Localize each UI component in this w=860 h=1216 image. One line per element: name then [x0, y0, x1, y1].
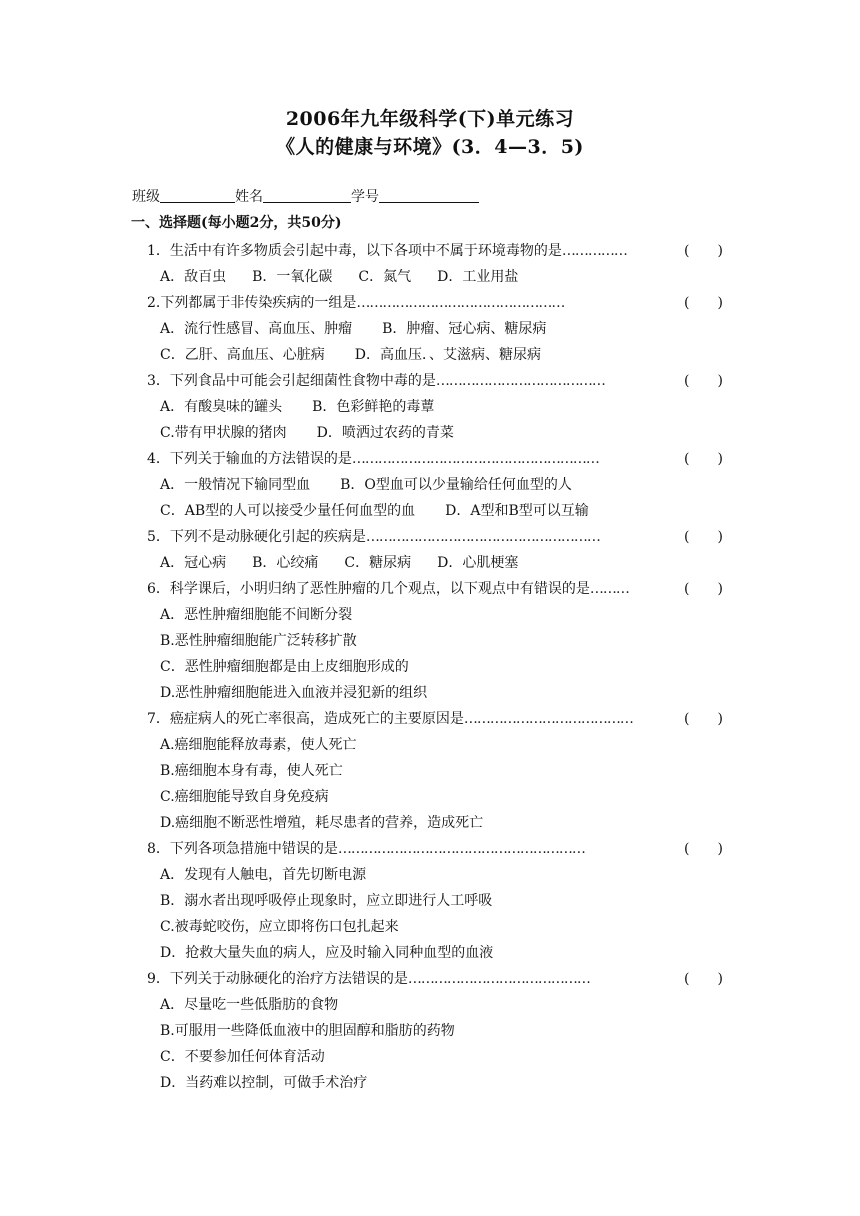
option-d[interactable]: D．A型和B型可以互输	[445, 503, 589, 519]
class-label: 班级	[132, 189, 160, 205]
option-a[interactable]: A.癌细胞能释放毒素，使人死亡	[160, 737, 357, 753]
option-d[interactable]: D．喷洒过农药的青菜	[316, 425, 454, 441]
question-5	[147, 526, 728, 548]
question-6	[147, 578, 728, 600]
option-line	[160, 630, 357, 652]
question-8	[147, 838, 728, 860]
question-4	[147, 448, 728, 470]
question-3	[147, 370, 728, 392]
answer-bracket[interactable]: ( )	[684, 581, 723, 597]
answer-bracket[interactable]: ( )	[684, 841, 723, 857]
answer-bracket[interactable]: ( )	[684, 295, 723, 311]
option-d[interactable]: D．心肌梗塞	[437, 555, 519, 571]
id-label: 学号	[351, 189, 379, 205]
answer-bracket[interactable]: ( )	[684, 451, 723, 467]
answer-bracket[interactable]: ( )	[684, 243, 723, 259]
option-a[interactable]: B.癌细胞本身有毒，使人死亡	[160, 763, 343, 779]
option-a[interactable]: D．抢救大量失血的病人，应及时输入同种血型的血液	[160, 945, 494, 961]
option-a[interactable]: D.癌细胞不断恶性增殖，耗尽患者的营养，造成死亡	[160, 815, 484, 831]
option-a[interactable]: A．冠心病	[160, 555, 227, 571]
option-a[interactable]: C．恶性肿瘤细胞都是由上皮细胞形成的	[160, 659, 409, 675]
option-a[interactable]: D．当药难以控制，可做手术治疗	[160, 1075, 368, 1091]
option-c[interactable]: C．乙肝、高血压、心脏病	[160, 347, 325, 363]
exam-subtitle: 《人的健康与环境》(3．4—3．5)	[276, 136, 584, 158]
option-a[interactable]: A．尽量吃一些低脂肪的食物	[160, 997, 339, 1013]
dot-leader: …………………………………………………	[337, 841, 585, 857]
option-line	[160, 890, 492, 912]
option-a[interactable]: C.癌细胞能导致自身免疫病	[160, 789, 329, 805]
option-line	[160, 1046, 325, 1068]
option-b[interactable]: B．心绞痛	[252, 555, 319, 571]
question-text: 8．下列各项急措施中错误的是	[147, 841, 338, 857]
question-2	[147, 292, 728, 314]
dot-leader: ……………………………………	[407, 971, 590, 987]
option-line	[160, 1020, 455, 1042]
option-line	[160, 422, 454, 444]
answer-bracket[interactable]: ( )	[684, 373, 723, 389]
dot-leader: …………………………………	[463, 711, 633, 727]
option-line	[160, 682, 427, 704]
option-line	[160, 734, 357, 756]
option-line	[160, 942, 493, 964]
option-a[interactable]: A．一般情况下输同型血	[160, 477, 311, 493]
option-line	[160, 552, 518, 574]
section-title: 一、选择题(每小题2分，共50分)	[131, 215, 342, 231]
option-line	[160, 916, 399, 938]
exam-title: 2006年九年级科学(下)单元练习	[285, 108, 575, 130]
dot-leader: ……………	[561, 243, 627, 259]
option-a[interactable]: A．敌百虫	[160, 269, 227, 285]
option-line	[160, 500, 589, 522]
option-line	[160, 266, 518, 288]
question-text: 6．科学课后，小明归纳了恶性肿瘤的几个观点，以下观点中有错误的是	[147, 581, 590, 597]
option-a[interactable]: B．溺水者出现呼吸停止现象时，应立即进行人工呼吸	[160, 893, 493, 909]
option-line	[160, 474, 572, 496]
option-line	[160, 396, 434, 418]
answer-bracket[interactable]: ( )	[684, 711, 723, 727]
option-d[interactable]: D．高血压．、艾滋病、糖尿病	[354, 347, 541, 363]
option-a[interactable]: B.恶性肿瘤细胞能广泛转移扩散	[160, 633, 357, 649]
name-blank[interactable]	[263, 188, 351, 203]
answer-bracket[interactable]: ( )	[684, 529, 723, 545]
option-line	[160, 656, 409, 678]
option-b[interactable]: B．O型血可以少量输给任何血型的人	[340, 477, 572, 493]
question-7	[147, 708, 728, 730]
option-c[interactable]: C．氮气	[358, 269, 412, 285]
id-blank[interactable]	[379, 188, 479, 203]
question-text: 5．下列不是动脉硬化引起的疾病是	[147, 529, 366, 545]
question-text: 2.下列都属于非传染疾病的一组是	[147, 295, 357, 311]
class-blank[interactable]	[160, 188, 235, 203]
option-line	[160, 344, 541, 366]
option-a[interactable]: A．恶性肿瘤细胞能不间断分裂	[160, 607, 353, 623]
option-line	[160, 786, 329, 808]
dot-leader: …………………………………………	[356, 295, 565, 311]
option-a[interactable]: A．有酸臭味的罐头	[160, 399, 283, 415]
option-line	[160, 604, 352, 626]
dot-leader: ………	[589, 581, 629, 597]
option-a[interactable]: B.可服用一些降低血液中的胆固醇和脂肪的药物	[160, 1023, 455, 1039]
option-line	[160, 812, 483, 834]
option-line	[160, 1072, 367, 1094]
dot-leader: ………………………………………………	[365, 529, 600, 545]
answer-bracket[interactable]: ( )	[684, 971, 723, 987]
option-a[interactable]: A．流行性感冒、高血压、肿瘤	[160, 321, 353, 337]
option-b[interactable]: B．肿瘤、冠心病、糖尿病	[382, 321, 547, 337]
question-text: 1．生活中有许多物质会引起中毒，以下各项中不属于环境毒物的是	[147, 243, 562, 259]
option-c[interactable]: C．糖尿病	[344, 555, 412, 571]
question-text: 9．下列关于动脉硬化的治疗方法错误的是	[147, 971, 408, 987]
option-a[interactable]: D.恶性肿瘤细胞能进入血液并浸犯新的组织	[160, 685, 428, 701]
option-line	[160, 318, 546, 340]
question-1	[147, 240, 728, 262]
option-line	[160, 994, 338, 1016]
question-text: 3．下列食品中可能会引起细菌性食物中毒的是	[147, 373, 436, 389]
question-text: 4．下列关于输血的方法错误的是	[147, 451, 352, 467]
option-line	[160, 864, 366, 886]
option-a[interactable]: C．不要参加任何体育活动	[160, 1049, 325, 1065]
option-b[interactable]: B．一氧化碳	[252, 269, 333, 285]
name-label: 姓名	[235, 189, 263, 205]
option-a[interactable]: C.被毒蛇咬伤，应立即将伤口包扎起来	[160, 919, 399, 935]
option-c[interactable]: C.带有甲状腺的猪肉	[160, 425, 287, 441]
option-b[interactable]: B．色彩鲜艳的毒蕈	[312, 399, 435, 415]
question-text: 7．癌症病人的死亡率很高，造成死亡的主要原因是	[147, 711, 464, 727]
dot-leader: …………………………………	[435, 373, 605, 389]
option-c[interactable]: C．AB型的人可以接受少量任何血型的血	[160, 503, 416, 519]
question-9	[147, 968, 728, 990]
option-line	[160, 760, 343, 782]
option-d[interactable]: D．工业用盐	[437, 269, 519, 285]
student-info-line	[132, 186, 479, 206]
option-a[interactable]: A．发现有人触电，首先切断电源	[160, 867, 367, 883]
dot-leader: …………………………………………………	[351, 451, 599, 467]
